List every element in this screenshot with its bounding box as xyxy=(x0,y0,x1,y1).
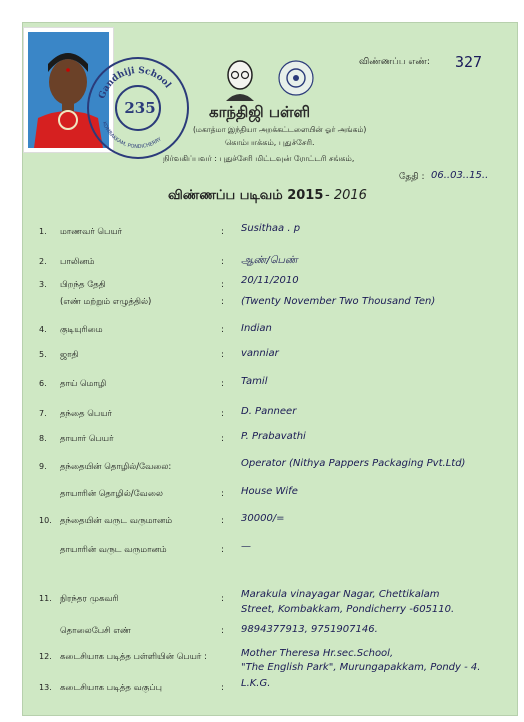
row-colon: : xyxy=(221,626,225,636)
row-label: பிறந்த தேதி xyxy=(60,280,106,290)
application-form-page xyxy=(22,22,518,716)
form-title-year-end: - 2016 xyxy=(325,188,367,203)
row-value: 9894377913, 9751907146. xyxy=(241,624,378,635)
row-label: (எண் மற்றும் எழுத்தில்) xyxy=(60,297,152,307)
row-value: Operator (Nithya Pappers Packaging Pvt.Ltd) xyxy=(241,458,466,469)
row-label: தாயாரின் வருட வருமானம் xyxy=(60,545,167,555)
row-number: 10. xyxy=(39,516,52,525)
row-value: ஆண்/பெண் xyxy=(241,255,298,266)
row-value: Street, Kombakkam, Pondicherry -605110. xyxy=(241,604,455,615)
row-value: 30000/= xyxy=(241,513,285,524)
row-colon: : xyxy=(221,409,225,419)
date-label: தேதி : xyxy=(399,172,425,182)
row-value: L.K.G. xyxy=(241,678,271,689)
trust-emblem xyxy=(277,59,315,101)
row-value: P. Prabavathi xyxy=(241,431,306,442)
row-value: vanniar xyxy=(241,348,279,359)
row-number: 9. xyxy=(39,462,47,471)
row-label: கடைசியாக படித்த வகுப்பு xyxy=(60,683,162,693)
row-value: Mother Theresa Hr.sec.School, xyxy=(241,648,394,659)
row-label: நிரந்தர முகவரி xyxy=(60,594,119,604)
row-colon: : xyxy=(221,227,225,237)
row-colon: : xyxy=(221,516,225,526)
row-number: 5. xyxy=(39,350,47,359)
row-label: மாணவர் பெயர் xyxy=(60,227,123,237)
row-colon: : xyxy=(221,297,225,307)
school-stamp xyxy=(87,57,189,159)
row-label: தந்தையின் வருட வருமானம் xyxy=(60,516,173,526)
row-label: தாய் மொழி xyxy=(60,379,107,389)
row-number: 8. xyxy=(39,434,47,443)
trust-emblem-icon xyxy=(277,59,315,97)
row-label: குடியுரிமை xyxy=(60,325,103,335)
row-colon: : xyxy=(221,350,225,360)
header-line-1: (மகாத்மா இந்தியா அறக்கட்டளையின் ஓர் அங்கம்) xyxy=(193,125,367,134)
row-colon: : xyxy=(221,280,225,290)
row-colon: : xyxy=(221,434,225,444)
row-number: 4. xyxy=(39,325,47,334)
date-value: 06..03..15.. xyxy=(431,170,489,181)
row-value: "The English Park", Murungapakkam, Pondy - 4. xyxy=(241,662,481,673)
row-number: 1. xyxy=(39,227,47,236)
gandhi-logo xyxy=(221,57,259,105)
row-colon: : xyxy=(221,683,225,693)
row-colon: : xyxy=(221,257,225,267)
row-number: 6. xyxy=(39,379,47,388)
row-value: (Twenty November Two Thousand Ten) xyxy=(241,296,436,307)
row-label: தந்தை பெயர் xyxy=(60,409,112,419)
row-colon: : xyxy=(221,545,225,555)
row-label: ஜாதி xyxy=(60,350,79,360)
header-line-3: நிர்வகிப்பவர் : புதுச்சேரி மிட்டவுன் ரோட்டரி சங்கம், xyxy=(163,154,355,163)
row-value: — xyxy=(241,541,251,552)
row-number: 13. xyxy=(39,683,52,692)
row-label: தாயார் பெயர் xyxy=(60,434,114,444)
row-label: தொலைபேசி எண் xyxy=(60,626,131,636)
row-value: D. Panneer xyxy=(241,406,297,417)
row-value: 20/11/2010 xyxy=(241,275,299,286)
row-number: 2. xyxy=(39,257,47,266)
row-colon: : xyxy=(221,489,225,499)
row-value: Susithaa . p xyxy=(241,223,301,234)
row-number: 11. xyxy=(39,594,52,603)
row-colon: : xyxy=(221,325,225,335)
row-number: 3. xyxy=(39,280,47,289)
row-value: House Wife xyxy=(241,486,298,497)
row-number: 7. xyxy=(39,409,47,418)
row-value: Tamil xyxy=(241,376,268,387)
stamp-center xyxy=(115,85,161,131)
row-label: தாயாரின் தொழில்/வேலை xyxy=(60,489,163,499)
application-number-label: விண்ணப்ப எண்: xyxy=(359,57,430,67)
row-label: கடைசியாக படித்த பள்ளியின் பெயர் : xyxy=(60,652,207,662)
school-name: காந்திஜி பள்ளி xyxy=(209,103,311,121)
row-value: Indian xyxy=(241,323,272,334)
application-number-value: 327 xyxy=(455,53,483,71)
row-colon: : xyxy=(221,379,225,389)
row-label: தந்தையின் தொழில்/வேலை: xyxy=(60,462,172,472)
row-number: 12. xyxy=(39,652,52,661)
row-value: Marakula vinayagar Nagar, Chettikalam xyxy=(241,589,440,600)
row-colon: : xyxy=(221,594,225,604)
stamp-number: 235 xyxy=(124,99,156,117)
svg-text:KOMBAKKAM, PONDICHERRY: KOMBAKKAM, PONDICHERRY xyxy=(100,121,163,151)
gandhi-portrait-icon xyxy=(221,57,259,101)
svg-text:Gandhiji School: Gandhiji School xyxy=(97,65,173,101)
header-line-2: கொம்பாக்கம், புதுச்சேரி. xyxy=(225,138,315,147)
row-label: பாலினம் xyxy=(60,257,95,267)
form-title: விண்ணப்ப படிவம் 2015 xyxy=(168,188,324,203)
